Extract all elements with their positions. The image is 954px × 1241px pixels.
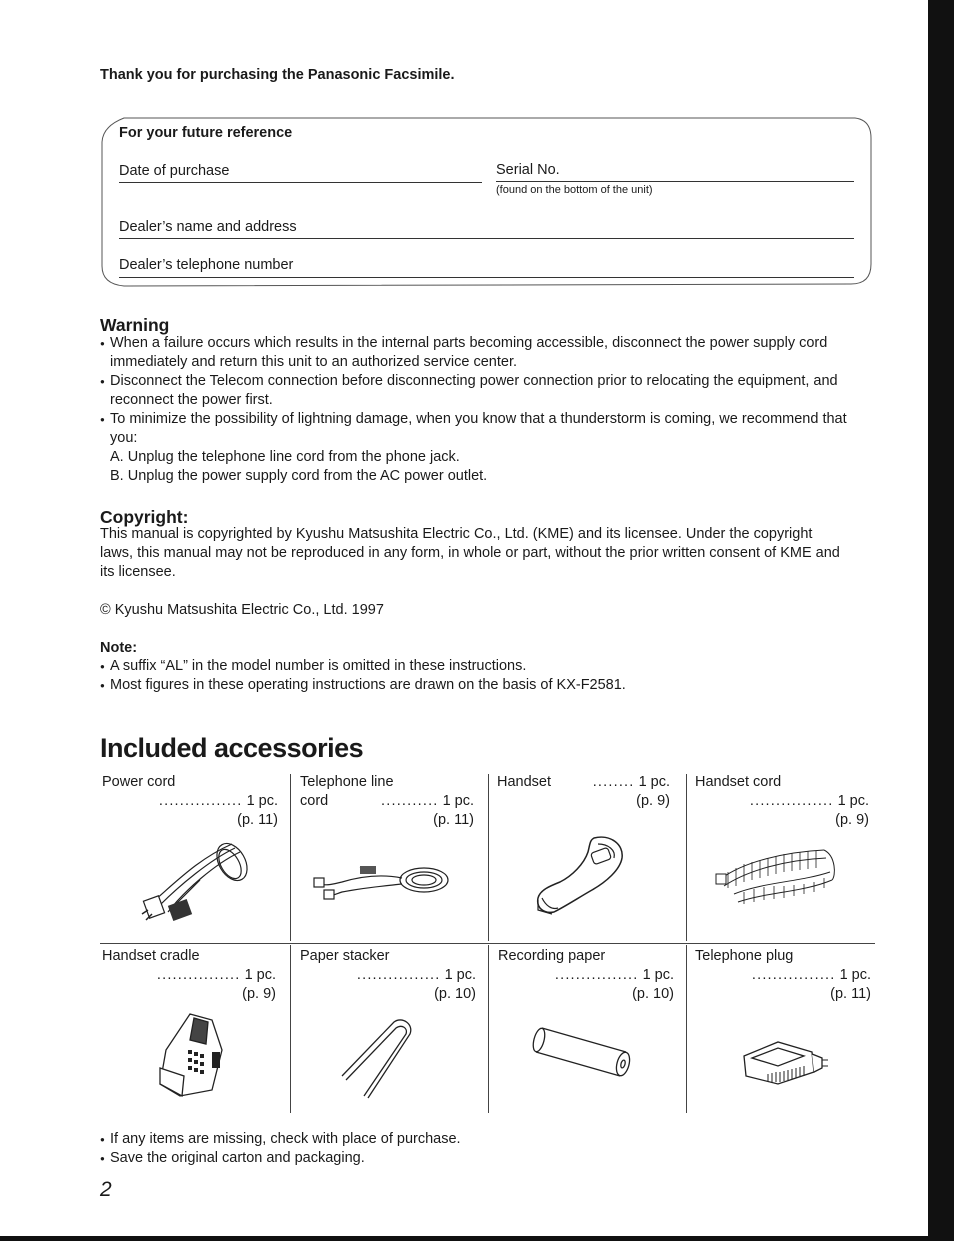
copyright-heading: Copyright: [100,507,189,527]
grid-divider [686,774,687,941]
accessory-name: Paper stacker [300,948,390,964]
dealer-phone-line [119,277,854,278]
accessory-page-ref: (p. 11) [830,986,871,1002]
leader-dots: ........ [592,774,635,790]
copyright-text: This manual is copyrighted by Kyushu Matsushita Electric Co., Ltd. (KME) and its licensee. Under the copyright laws, this manual may not be reproduced in any form, in whole or part, without the prior written consent of KME and its licensee. [100,526,840,580]
recording-paper-roll-icon [530,1020,640,1080]
handset-cradle-icon [150,1010,235,1100]
scan-edge-right [928,0,954,1241]
grid-divider [290,774,291,941]
accessory-page-ref: (p. 9) [636,793,670,809]
leader-dots: ................ [751,967,836,983]
power-cord-icon [140,840,255,925]
serial-no-label: Serial No. [496,162,560,178]
warning-sub-item: B. Unplug the power supply cord from the AC power outlet. [110,468,488,484]
telephone-plug-icon [738,1036,830,1088]
serial-no-note: (found on the bottom of the unit) [496,184,653,196]
accessory-paper-stacker [300,947,476,1004]
warning-list [100,334,870,486]
accessory-telephone-line-cord [300,773,474,830]
accessory-name: Recording paper [498,948,606,964]
accessory-recording-paper [498,947,674,1004]
grid-divider [290,945,291,1113]
note-list [100,657,870,695]
warning-heading: Warning [100,315,170,335]
accessory-page-ref: (p. 10) [434,986,476,1002]
grid-divider [488,945,489,1113]
accessory-qty: 1 pc. [444,967,476,983]
footer-note-item: ● If any items are missing, check with place of purchase. [100,1130,800,1149]
accessory-qty: 1 pc. [246,793,278,809]
accessory-handset-cord [695,773,869,830]
footer-note-item: ● Save the original carton and packaging. [100,1149,800,1168]
accessory-qty: 1 pc. [839,967,871,983]
accessory-name-cont: cord [300,793,329,809]
dealer-name-label: Dealer’s name and address [119,219,297,235]
note-heading: Note: [100,640,138,656]
accessory-name: Power cord [102,774,176,790]
accessory-qty: 1 pc. [837,793,869,809]
dealer-phone-label: Dealer’s telephone number [119,257,294,273]
note-item: ● Most figures in these operating instructions are drawn on the basis of KX-F2581. [100,676,870,695]
warning-item: ● To minimize the possibility of lightning damage, when you know that a thunderstorm is coming, we recommend that you: [100,410,870,448]
included-accessories-title: Included accessories [100,733,364,763]
accessory-page-ref: (p. 11) [237,812,278,828]
scan-edge-bottom [0,1236,954,1241]
grid-divider [488,774,489,941]
accessory-power-cord [102,773,278,830]
accessory-qty: 1 pc. [642,967,674,983]
warning-item: ● Disconnect the Telecom connection before disconnecting power connection prior to relocating the equipment, and reconnect the power first. [100,372,870,410]
accessory-name: Handset cord [695,774,782,790]
footer-notes [100,1130,800,1168]
leader-dots: ................ [554,967,639,983]
accessory-qty: 1 pc. [638,774,670,790]
accessory-page-ref: (p. 10) [632,986,674,1002]
leader-dots: ................ [158,793,243,809]
accessory-handset [497,773,670,811]
leader-dots: ........... [381,793,439,809]
telephone-line-cord-icon [312,856,452,906]
leader-dots: ................ [156,967,241,983]
date-of-purchase-label: Date of purchase [119,163,230,179]
accessory-page-ref: (p. 11) [433,812,474,828]
accessory-name: Telephone plug [695,948,794,964]
accessory-page-ref: (p. 9) [242,986,276,1002]
accessory-name: Handset cradle [102,948,200,964]
accessory-name: Telephone line [300,774,394,790]
grid-divider [100,943,875,944]
handset-cord-icon [714,842,839,912]
accessory-page-ref: (p. 9) [835,812,869,828]
reference-title: For your future reference [119,125,293,141]
paper-stacker-icon [338,1018,418,1100]
dealer-name-line [119,238,854,239]
accessory-qty: 1 pc. [244,967,276,983]
accessory-name: Handset [497,774,552,790]
page-number: 2 [100,1178,112,1201]
handset-icon [532,834,627,916]
serial-no-line [496,181,854,182]
grid-divider [686,945,687,1113]
thank-you-heading: Thank you for purchasing the Panasonic Facsimile. [100,67,455,83]
warning-sub-item: A. Unplug the telephone line cord from the phone jack. [110,449,460,465]
leader-dots: ................ [356,967,441,983]
leader-dots: ................ [749,793,834,809]
accessory-telephone-plug [695,947,871,1004]
note-item: ● A suffix “AL” in the model number is omitted in these instructions. [100,657,870,676]
accessory-handset-cradle [102,947,276,1004]
accessory-qty: 1 pc. [442,793,474,809]
warning-item: ● When a failure occurs which results in the internal parts becoming accessible, disconnect the power supply cord immediately and return this unit to an authorized service center. [100,334,870,372]
date-of-purchase-line [119,182,482,183]
copyright-notice: © Kyushu Matsushita Electric Co., Ltd. 1997 [100,602,384,618]
